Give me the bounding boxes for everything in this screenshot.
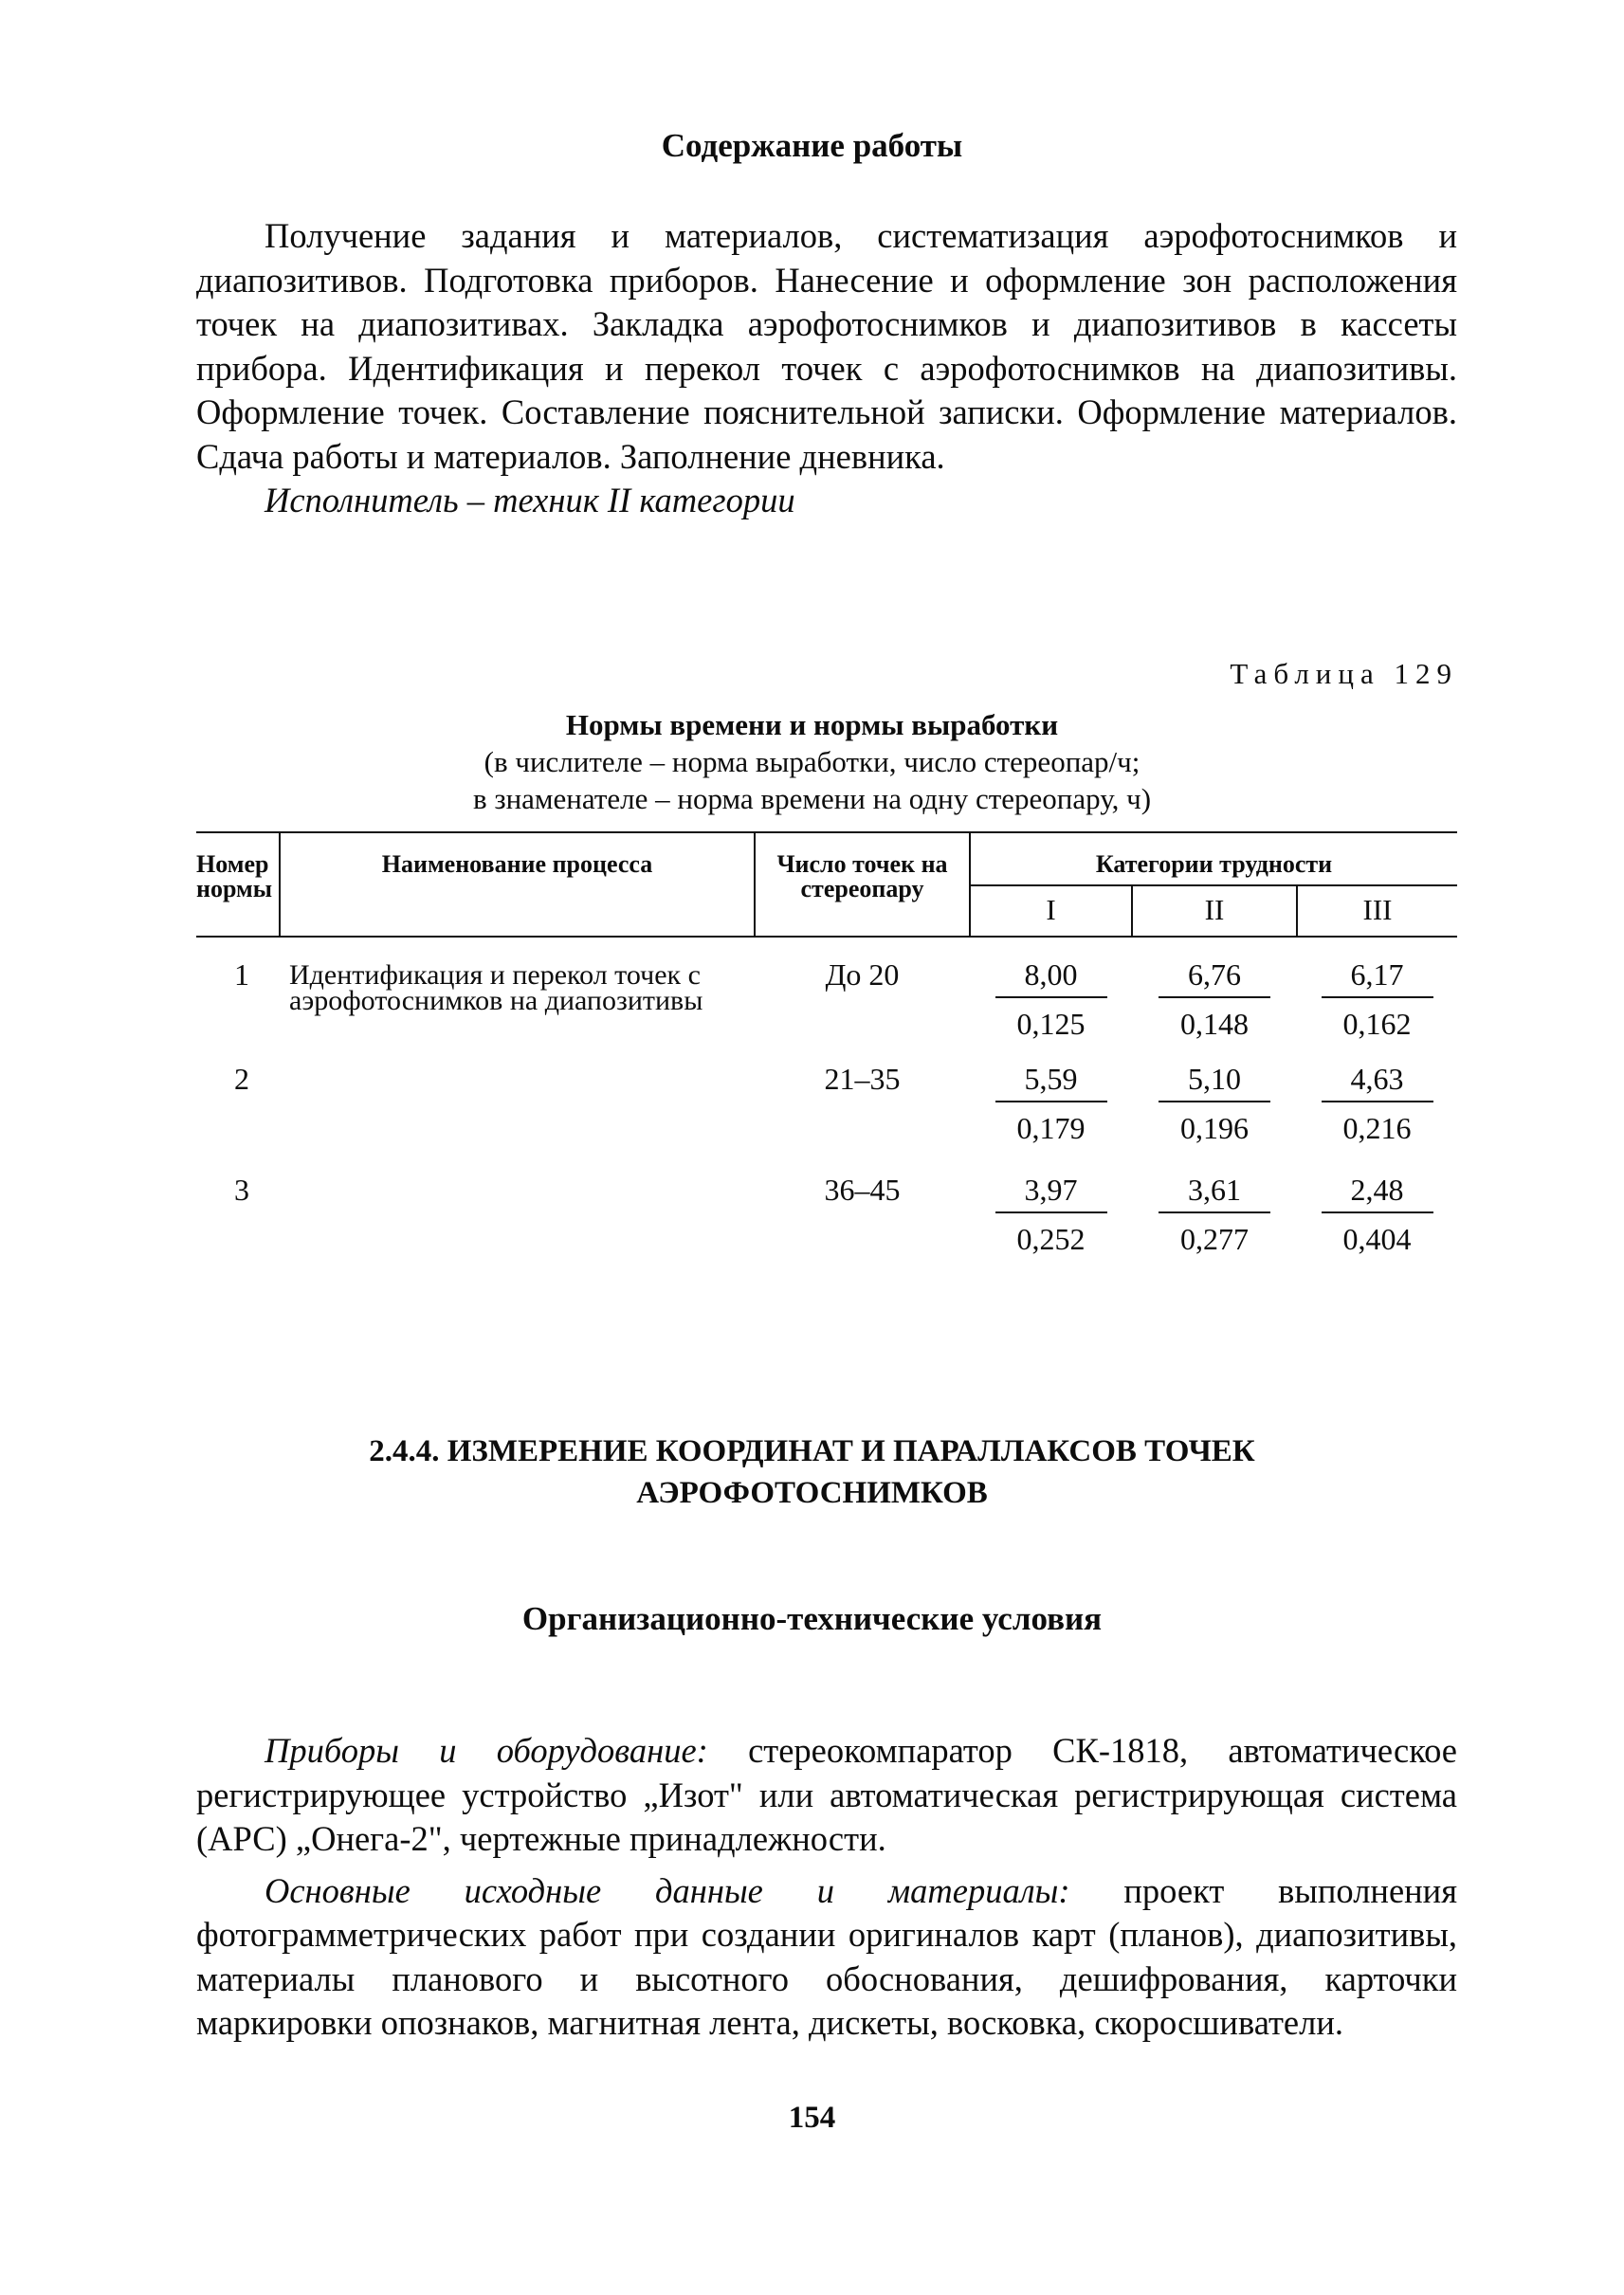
time-norm: 0,404 xyxy=(1342,1222,1412,1256)
header-norm-number: Номер нормы xyxy=(196,832,280,937)
work-content-text: Получение задания и материалов, систематизация аэрофотоснимков и диапозитивов. Подготовка приборов. Нанесение и оформление зон расположения точек на диапозитивах. Закладка аэрофотоснимков и диапозитивов в кассеты прибора. Идентификация и перекол точек с аэрофотоснимков на диапозитивы. Оформление точек. Составление пояснительной записки. Оформление материалов. Сдача работы и материалов. Заполнение дневника. xyxy=(196,216,1457,476)
page-number: 154 xyxy=(788,2101,836,2135)
cell-cat2 xyxy=(1132,1158,1297,1269)
time-norm: 0,216 xyxy=(1342,1111,1412,1145)
table-row xyxy=(196,1047,1457,1158)
section-title-line-2: АЭРОФОТОСНИМКОВ xyxy=(636,1476,988,1510)
cell-cat3 xyxy=(1297,1158,1457,1269)
time-norm: 0,179 xyxy=(1016,1111,1086,1145)
time-norm: 0,196 xyxy=(1180,1111,1249,1145)
materials-text: проект выполнения фотограмметрических работ при создании оригиналов карт (планов), диапозитивы, материалы планового и высотного обоснования, дешифрования, карточки маркировки опознаков, магнитная лента, дискеты, восковка, скоросшиватели. xyxy=(196,1870,1457,2042)
conditions-heading: Организационно-технические условия xyxy=(521,1600,1103,1637)
cell-cat2 xyxy=(1132,937,1297,1047)
row-number: 2 xyxy=(234,1062,249,1096)
table-row xyxy=(196,937,1457,1047)
output-norm: 5,10 xyxy=(1159,1065,1270,1102)
output-norm: 8,00 xyxy=(995,960,1107,998)
table-caption xyxy=(0,706,1624,817)
output-norm: 3,61 xyxy=(1159,1175,1270,1213)
output-norm: 6,17 xyxy=(1322,960,1433,998)
materials-label: Основные исходные данные и материалы: xyxy=(265,1870,1070,1910)
section-title-line-1: 2.4.4. ИЗМЕРЕНИЕ КООРДИНАТ И ПАРАЛЛАКСОВ ТОЧЕК xyxy=(369,1434,1255,1468)
header-cat-1: I xyxy=(970,885,1132,937)
time-norm: 0,148 xyxy=(1180,1007,1249,1041)
executor-line: Исполнитель – техник II категории xyxy=(265,481,795,519)
header-cat-2: II xyxy=(1132,885,1297,937)
equipment-text: стереокомпаратор СК-1818, автоматическое регистрирующее устройство „Изот" или автоматическая регистрирующая система (АРС) „Онега-2", чертежные принадлежности. xyxy=(196,1731,1457,1858)
time-norm: 0,277 xyxy=(1180,1222,1249,1256)
section-title xyxy=(0,1430,1624,1514)
equipment-paragraph xyxy=(196,1729,1457,1862)
cell-cat3 xyxy=(1297,1047,1457,1158)
conditions-block xyxy=(196,1729,1457,2046)
work-content-heading: Содержание работы xyxy=(661,127,963,164)
norms-table xyxy=(196,831,1457,1269)
points-range: 21–35 xyxy=(824,1062,901,1096)
process-name: Идентификация и перекол точек с аэрофотоснимков на диапозитивы xyxy=(289,959,703,1016)
output-norm: 6,76 xyxy=(1159,960,1270,998)
output-norm: 4,63 xyxy=(1322,1065,1433,1102)
time-norm: 0,252 xyxy=(1016,1222,1086,1256)
header-points: Число точек на стереопару xyxy=(755,832,970,937)
output-norm: 2,48 xyxy=(1322,1175,1433,1213)
table-subtitle-1: (в числителе – норма выработки, число стереопар/ч; xyxy=(484,745,1140,778)
table-label: Таблица 129 xyxy=(1230,657,1458,690)
cell-cat2 xyxy=(1132,1047,1297,1158)
table-row xyxy=(196,1158,1457,1269)
table-title: Нормы времени и нормы выработки xyxy=(565,708,1059,741)
output-norm: 3,97 xyxy=(995,1175,1107,1213)
materials-paragraph xyxy=(196,1869,1457,2046)
time-norm: 0,125 xyxy=(1016,1007,1086,1041)
header-process-name: Наименование процесса xyxy=(280,832,755,937)
cell-cat3 xyxy=(1297,937,1457,1047)
equipment-label: Приборы и оборудование: xyxy=(265,1731,708,1770)
points-range: 36–45 xyxy=(824,1173,901,1207)
table-subtitle-2: в знаменателе – норма времени на одну стереопару, ч) xyxy=(472,782,1152,815)
work-content-block xyxy=(196,214,1457,523)
time-norm: 0,162 xyxy=(1342,1007,1412,1041)
cell-cat1 xyxy=(970,937,1132,1047)
header-cat-3: III xyxy=(1297,885,1457,937)
output-norm: 5,59 xyxy=(995,1065,1107,1102)
cell-cat1 xyxy=(970,1047,1132,1158)
row-number: 3 xyxy=(234,1173,249,1207)
cell-cat1 xyxy=(970,1158,1132,1269)
points-range: До 20 xyxy=(825,957,900,992)
row-number: 1 xyxy=(234,957,249,992)
header-difficulty: Категории трудности xyxy=(970,832,1457,885)
